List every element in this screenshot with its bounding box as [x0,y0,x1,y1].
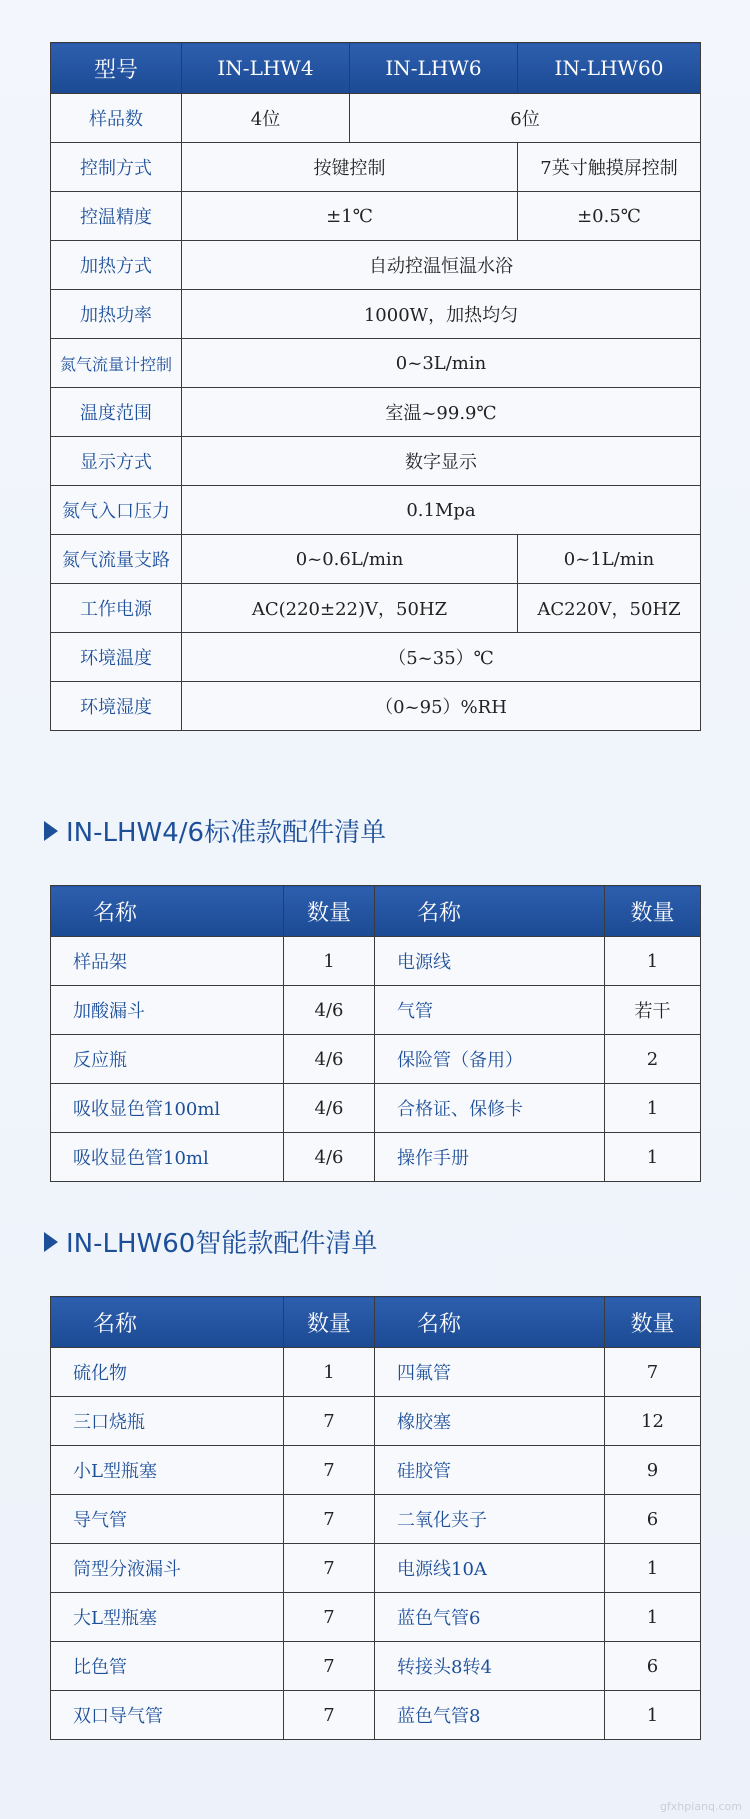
accessory-row [51,1642,701,1691]
accessory-name-cell: 加酸漏斗 [51,986,284,1035]
accessory-name-cell: 蓝色气管8 [375,1691,605,1740]
spec-value-cell: 0~1L/min [518,535,701,584]
spec-label-cell: 加热方式 [51,241,182,290]
spec-header-cell: IN-LHW4 [182,43,350,94]
accessory-name-cell: 硫化物 [51,1348,284,1397]
accessory-name-cell: 操作手册 [375,1133,605,1182]
accessory-header-cell: 数量 [284,1297,375,1348]
spec-label-cell: 显示方式 [51,437,182,486]
spec-value-cell: ±1℃ [182,192,518,241]
accessory-name-cell: 四氟管 [375,1348,605,1397]
accessory-qty-cell: 7 [284,1446,375,1495]
spec-row [51,486,701,535]
spec-row [51,633,701,682]
accessory-qty-cell: 1 [605,1084,701,1133]
accessory-qty-cell: 4/6 [284,986,375,1035]
accessory-qty-cell: 7 [284,1642,375,1691]
accessory-qty-cell: 7 [605,1348,701,1397]
accessory-name-cell: 吸收显色管100ml [51,1084,284,1133]
spec-label-cell: 控温精度 [51,192,182,241]
spec-row [51,388,701,437]
accessory-name-cell: 小L型瓶塞 [51,1446,284,1495]
accessory-qty-cell: 12 [605,1397,701,1446]
accessory-header-cell: 数量 [605,886,701,937]
spec-value-cell: AC(220±22)V，50HZ [182,584,518,633]
spec-label-cell: 氮气流量支路 [51,535,182,584]
spec-value-cell: 1000W，加热均匀 [182,290,701,339]
accessory-qty-cell: 4/6 [284,1035,375,1084]
accessory-name-cell: 电源线 [375,937,605,986]
spec-row [51,290,701,339]
accessory-name-cell: 导气管 [51,1495,284,1544]
accessory-row [51,1593,701,1642]
triangle-bullet-icon [44,1232,58,1252]
accessory-table-smart [50,1296,701,1740]
spec-header-cell: IN-LHW6 [350,43,518,94]
accessory-qty-cell: 若干 [605,986,701,1035]
accessory-qty-cell: 2 [605,1035,701,1084]
spec-value-cell: 0~0.6L/min [182,535,518,584]
accessory-qty-cell: 6 [605,1495,701,1544]
spec-value-cell: （5~35）℃ [182,633,701,682]
accessory-row [51,1544,701,1593]
spec-row [51,143,701,192]
accessory-name-cell: 电源线10A [375,1544,605,1593]
accessory-header-cell: 数量 [605,1297,701,1348]
accessory-name-cell: 三口烧瓶 [51,1397,284,1446]
accessory-name-cell: 吸收显色管10ml [51,1133,284,1182]
spec-row [51,584,701,633]
accessory-row [51,937,701,986]
spec-row [51,241,701,290]
accessory-qty-cell: 1 [605,1691,701,1740]
section-title [44,1223,377,1260]
spec-label-cell: 温度范围 [51,388,182,437]
accessory-name-cell: 大L型瓶塞 [51,1593,284,1642]
spec-value-cell: 0~3L/min [182,339,701,388]
accessory-name-cell: 蓝色气管6 [375,1593,605,1642]
accessory-name-cell: 橡胶塞 [375,1397,605,1446]
accessory-row [51,1133,701,1182]
spec-value-cell: 7英寸触摸屏控制 [518,143,701,192]
spec-row [51,437,701,486]
accessory-name-cell: 反应瓶 [51,1035,284,1084]
accessory-name-cell: 合格证、保修卡 [375,1084,605,1133]
accessory-header-cell: 名称 [51,1297,284,1348]
accessory-name-cell: 硅胶管 [375,1446,605,1495]
watermark: gfxhpianq.com [659,1800,742,1813]
spec-value-cell: 按键控制 [182,143,518,192]
accessory-qty-cell: 9 [605,1446,701,1495]
accessory-name-cell: 筒型分液漏斗 [51,1544,284,1593]
accessory-row [51,1495,701,1544]
spec-header-row [51,43,701,94]
spec-label-cell: 环境湿度 [51,682,182,731]
spec-row [51,535,701,584]
spec-header-cell: 型号 [51,43,182,94]
accessory-qty-cell: 4/6 [284,1133,375,1182]
spec-row [51,682,701,731]
accessory-name-cell: 双口导气管 [51,1691,284,1740]
accessory-qty-cell: 1 [605,1133,701,1182]
spec-label-cell: 工作电源 [51,584,182,633]
accessory-row [51,1035,701,1084]
spec-row [51,94,701,143]
accessory-name-cell: 转接头8转4 [375,1642,605,1691]
spec-value-cell: 数字显示 [182,437,701,486]
section-title [44,812,386,849]
accessory-row [51,1446,701,1495]
spec-value-cell: 自动控温恒温水浴 [182,241,701,290]
accessory-qty-cell: 7 [284,1495,375,1544]
accessory-name-cell: 保险管（备用） [375,1035,605,1084]
accessory-header-cell: 名称 [51,886,284,937]
accessory-qty-cell: 7 [284,1397,375,1446]
spec-value-cell: AC220V，50HZ [518,584,701,633]
accessory-header-cell: 名称 [375,1297,605,1348]
accessory-qty-cell: 7 [284,1593,375,1642]
spec-value-cell: 4位 [182,94,350,143]
triangle-bullet-icon [44,821,58,841]
spec-label-cell: 环境温度 [51,633,182,682]
spec-label-cell: 氮气入口压力 [51,486,182,535]
accessory-name-cell: 比色管 [51,1642,284,1691]
accessory-header-row [51,886,701,937]
spec-label-cell: 控制方式 [51,143,182,192]
accessory-qty-cell: 1 [284,1348,375,1397]
spec-value-cell: ±0.5℃ [518,192,701,241]
spec-label-cell: 氮气流量计控制 [51,339,182,388]
accessory-header-cell: 名称 [375,886,605,937]
accessory-qty-cell: 7 [284,1691,375,1740]
spec-row [51,192,701,241]
accessory-row [51,1348,701,1397]
section-title-text: IN-LHW60智能款配件清单 [66,1229,378,1259]
accessory-table-standard [50,885,701,1182]
accessory-row [51,1084,701,1133]
section-title-text: IN-LHW4/6标准款配件清单 [66,818,387,848]
accessory-name-cell: 二氧化夹子 [375,1495,605,1544]
spec-row [51,339,701,388]
accessory-header-cell: 数量 [284,886,375,937]
spec-label-cell: 加热功率 [51,290,182,339]
accessory-row [51,1397,701,1446]
accessory-qty-cell: 1 [284,937,375,986]
accessory-name-cell: 样品架 [51,937,284,986]
spec-value-cell: 室温~99.9℃ [182,388,701,437]
accessory-qty-cell: 1 [605,937,701,986]
accessory-name-cell: 气管 [375,986,605,1035]
accessory-header-row [51,1297,701,1348]
spec-value-cell: （0~95）%RH [182,682,701,731]
accessory-row [51,986,701,1035]
spec-label-cell: 样品数 [51,94,182,143]
accessory-qty-cell: 6 [605,1642,701,1691]
accessory-qty-cell: 4/6 [284,1084,375,1133]
accessory-row [51,1691,701,1740]
spec-table [50,42,701,731]
spec-value-cell: 0.1Mpa [182,486,701,535]
accessory-qty-cell: 7 [284,1544,375,1593]
spec-header-cell: IN-LHW60 [518,43,701,94]
spec-value-cell: 6位 [350,94,701,143]
accessory-qty-cell: 1 [605,1544,701,1593]
accessory-qty-cell: 1 [605,1593,701,1642]
